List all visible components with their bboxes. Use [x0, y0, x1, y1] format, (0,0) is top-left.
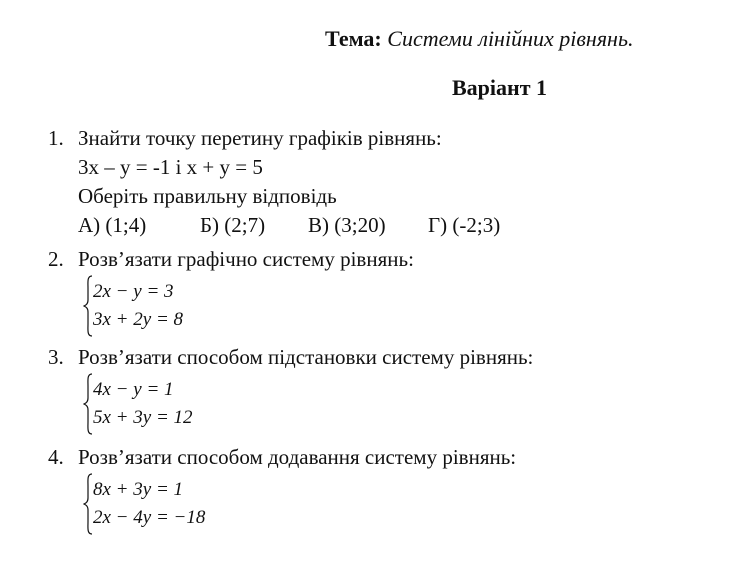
variant-heading: Варіант 1	[452, 75, 548, 100]
equation-2: 3x + 2y = 8	[93, 309, 184, 330]
topic-label: Тема:	[325, 26, 382, 51]
equation-1: 2x − y = 3	[93, 281, 174, 302]
equation-2: 2x − 4y = −18	[93, 507, 206, 528]
left-brace-icon	[83, 274, 93, 338]
equation-system	[83, 274, 283, 338]
answer-option-b: Б) (2;7)	[200, 213, 266, 237]
answer-option-a: А) (1;4)	[78, 213, 147, 237]
task-number: 3.	[48, 345, 64, 369]
topic-value: Системи лінійних рівнянь.	[387, 26, 634, 51]
task-equations: 3x – y = -1 і x + y = 5	[78, 155, 263, 179]
equation-system	[83, 472, 283, 536]
equation-1: 8x + 3y = 1	[93, 479, 184, 500]
answer-option-c: В) (3;20)	[308, 213, 386, 237]
task-number: 2.	[48, 247, 64, 271]
equation-1: 4x − y = 1	[93, 379, 174, 400]
task-number: 4.	[48, 445, 64, 469]
left-brace-icon	[83, 372, 93, 436]
topic-line	[325, 26, 634, 52]
equation-2: 5x + 3y = 12	[93, 407, 193, 428]
task-instruction: Оберіть правильну відповідь	[78, 184, 337, 208]
task-text: Розв’язати способом додавання систему рівнянь:	[78, 445, 517, 469]
task-text: Розв’язати графічно систему рівнянь:	[78, 247, 414, 271]
cropped-top-text	[530, 0, 536, 14]
task-number: 1.	[48, 126, 64, 150]
task-text: Розв’язати способом підстановки систему рівнянь:	[78, 345, 534, 369]
left-brace-icon	[83, 472, 93, 536]
equation-system	[83, 372, 283, 436]
task-text: Знайти точку перетину графіків рівнянь:	[78, 126, 442, 150]
answer-option-d: Г) (-2;3)	[428, 213, 501, 237]
